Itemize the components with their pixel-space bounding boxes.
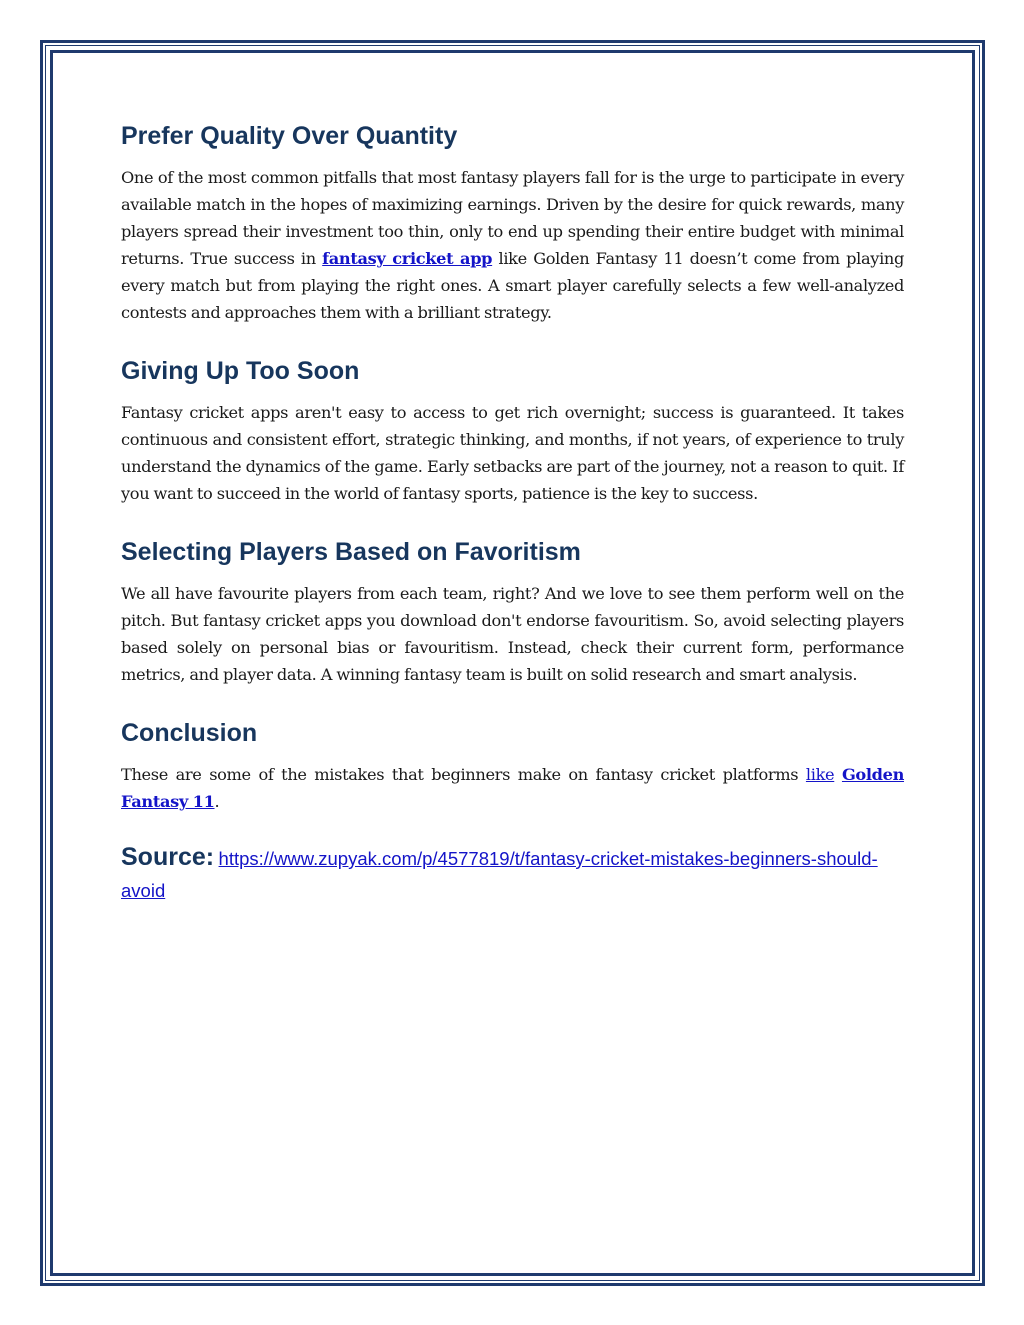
body-text: like Golden Fantasy 11 doesn’t come from playing every match but from playing the right ones. A smart player carefully selects a few well-analyzed contests and approaches them with a brilliant strategy. (121, 249, 904, 322)
source-url-link[interactable]: https://www.zupyak.com/p/4577819/t/fantasy-cricket-mistakes-beginners-should-avoid (121, 848, 878, 901)
source-line (121, 842, 904, 908)
section-body-favoritism: We all have favourite players from each team, right? And we love to see them perform well on the pitch. But fantasy cricket apps you download don't endorse favouritism. So, avoid selecting players based solely on personal bias or favouritism. Instead, check their current form, performance metrics, and player data. A winning fantasy team is built on solid research and smart analysis. (121, 584, 904, 684)
section-body-conclusion (121, 761, 904, 815)
source-label: Source: (121, 843, 215, 871)
body-text: One of the most common pitfalls that most fantasy players fall for is the urge to participate in every available match in the hopes of maximizing earnings. Driven by the desire for quick rewards, many players spread their investment too thin, only to end up spending their entire budget with minimal returns. True success in (121, 168, 904, 268)
section-heading-favoritism: Selecting Players Based on Favoritism (121, 538, 581, 566)
section-heading-conclusion: Conclusion (121, 719, 258, 747)
section-body-giving-up: Fantasy cricket apps aren't easy to access to get rich overnight; success is guaranteed. It takes continuous and consistent effort, strategic thinking, and months, if not years, of experience to truly understand the dynamics of the game. Early setbacks are part of the journey, not a reason to quit. If you want to succeed in the world of fantasy sports, patience is the key to success. (121, 403, 904, 503)
section-body-quality (121, 164, 904, 326)
fantasy-cricket-app-link[interactable]: fantasy cricket app (322, 249, 493, 268)
body-text: These are some of the mistakes that beginners make on fantasy cricket platforms (121, 765, 806, 784)
body-text: . (214, 792, 220, 811)
section-heading-quality: Prefer Quality Over Quantity (121, 122, 458, 150)
document-content (121, 118, 904, 908)
golden-fantasy-like-link[interactable]: like (805, 765, 835, 784)
golden-fantasy-11-link[interactable]: Golden Fantasy 11 (121, 765, 905, 811)
section-heading-giving-up: Giving Up Too Soon (121, 357, 360, 385)
